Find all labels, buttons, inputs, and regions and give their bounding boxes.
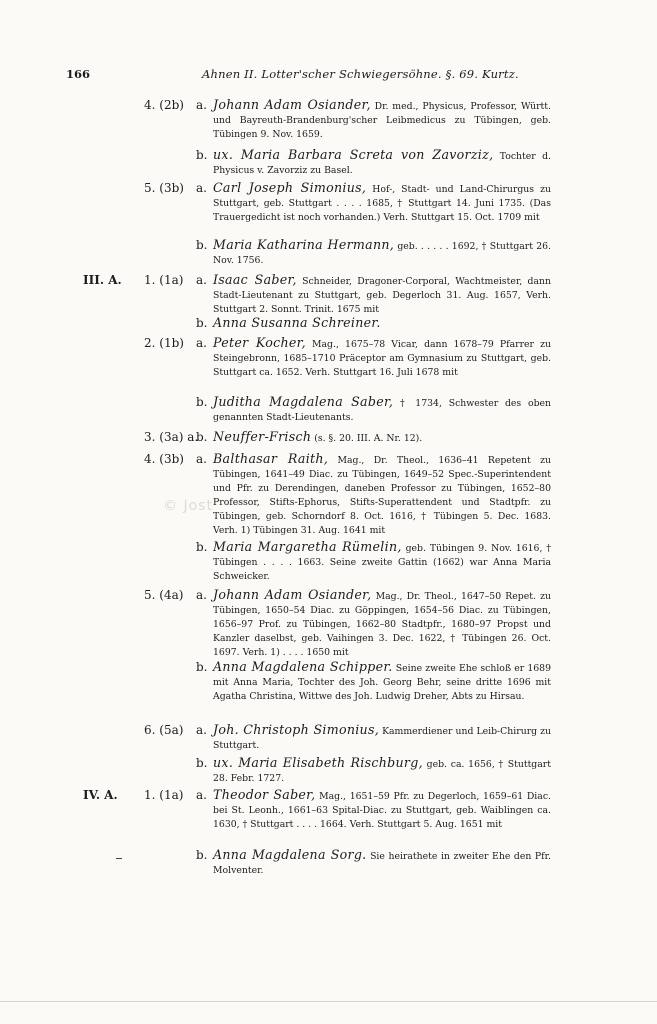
entry-text: [213, 148, 551, 178]
person-details: Mag., Dr. Theol., 1647–50 Repet. zu Tübingen, 1650–54 Diac. zu Göppingen, 1654–56 Diac. zu Tübingen, 1656–97 Prof. zu Tübingen, 1662–80 Stadtpfr., 1680–97 Propst und Kanzler daselbst, geb. Vaihingen 3. Dec. 1622, † Tübingen 26. Oct. 1697. Verh. 1) . . . . 1650 mit: [213, 591, 551, 658]
person-name: Peter Kocher,: [213, 335, 306, 350]
person-details: † 1734, Schwester des oben genannten Stadt-Lieutenants.: [213, 398, 552, 423]
entry-letter: b.: [196, 660, 208, 674]
entry-number: 5. (4a): [144, 588, 184, 602]
page-number: 166: [66, 67, 91, 81]
entry-letter: b.: [196, 316, 208, 330]
generation-label: III. A.: [83, 273, 122, 287]
entry-letter: b.: [196, 148, 208, 162]
person-details: Mag., 1675–78 Vicar, dann 1678–79 Pfarrer zu Steingebronn, 1685–1710 Präceptor am Gymnasium zu Stuttgart, geb. Stuttgart ca. 1652. Verh. Stuttgart 16. Juli 1678 mit: [213, 339, 551, 378]
entry-text: [213, 98, 551, 142]
person-name: Juditha Magdalena Saber,: [213, 394, 394, 409]
entry-letter: a.: [196, 723, 207, 737]
entry-number: 1. (1a): [144, 273, 184, 287]
person-details: Schneider, Dragoner-Corporal, Wachtmeister, dann Stadt-Lieutenant zu Stuttgart, geb. Degerloch 31. Aug. 1657, Verh. Stuttgart 2. Sonnt. Trinit. 1675 mit: [213, 276, 551, 315]
person-details: (s. §. 20. III. A. Nr. 12).: [314, 433, 423, 444]
entry-text: [213, 238, 551, 268]
entry-letter: a.: [196, 98, 207, 112]
person-name: Isaac Saber,: [213, 272, 297, 287]
entry-letter: a.: [196, 336, 207, 350]
entry-text: [213, 273, 551, 317]
entry-number: 1. (1a): [144, 788, 184, 802]
entry-number: 4. (2b): [144, 98, 184, 112]
person-name: Maria Margaretha Rümelin,: [213, 539, 402, 554]
person-details: geb. . . . . . 1692, † Stuttgart 26. Nov. 1756.: [213, 241, 551, 266]
person-name: Anna Magdalena Schipper.: [213, 659, 393, 674]
entry-letter: a.: [196, 273, 207, 287]
entry-letter: a.: [196, 788, 207, 802]
entry-letter: b.: [196, 848, 208, 862]
person-details: Mag., 1651–59 Pfr. zu Degerloch, 1659–61 Diac. bei St. Leonh., 1661–63 Spital-Diac. zu Stuttgart, geb. Waiblingen ca. 1630, † Stuttgart . . . . 1664. Verh. Stuttgart 5. Aug. 1651 mit: [213, 791, 551, 830]
entry-number: 5. (3b): [144, 181, 184, 195]
entry-text: [213, 430, 551, 446]
entry-text: [213, 756, 551, 786]
entry-number: 6. (5a): [144, 723, 184, 737]
entry-text: [213, 788, 551, 832]
person-name: Carl Joseph Simonius,: [213, 180, 367, 195]
watermark: © Jost: [163, 498, 213, 514]
entry-letter: b.: [196, 430, 208, 444]
person-name: Anna Susanna Schreiner.: [213, 315, 381, 330]
person-details: Hof-, Stadt- und Land-Chirurgus zu Stuttgart, geb. Stuttgart . . . . 1685, † Stuttgart 14. Juni 1735. (Das Trauergedicht ist noch vorhanden.) Verh. Stuttgart 15. Oct. 1709 mit: [213, 184, 551, 223]
entry-text: [213, 452, 551, 538]
entry-letter: b.: [196, 238, 208, 252]
person-name: Theodor Saber,: [213, 787, 316, 802]
entry-text: [213, 660, 551, 704]
person-name: Balthasar Raith,: [213, 451, 329, 466]
page-edge-line: [0, 1001, 657, 1002]
person-name: Joh. Christoph Simonius,: [213, 722, 380, 737]
entry-text: [213, 316, 551, 332]
entry-letter: b.: [196, 395, 208, 409]
person-details: Tochter d. Physicus v. Zavorziz zu Basel.: [213, 151, 551, 176]
person-name: Maria Katharina Hermann,: [213, 237, 395, 252]
generation-label: IV. A.: [83, 788, 118, 802]
margin-mark: [116, 858, 122, 859]
entry-number: 3. (3a) a.: [144, 430, 199, 444]
person-details: geb. Tübingen 9. Nov. 1616, † Tübingen . . . . 1663. Seine zweite Gattin (1662) war Anna Maria Schweicker.: [213, 543, 551, 582]
person-details: Mag., Dr. Theol., 1636–41 Repetent zu Tübingen, 1641–49 Diac. zu Tübingen, 1649–52 Spec.-Superintendent und Pfr. zu Derendingen, daneben Professor zu Tübingen, 1652–80 Professor, Stifts-Ephorus, Stifts-Superattendent und Stadtpfr. zu Tübingen, geb. Schorndorf 8. Oct. 1616, † Tübingen 5. Dec. 1683. Verh. 1) Tübingen 31. Aug. 1641 mit: [213, 455, 551, 536]
entry-letter: b.: [196, 756, 208, 770]
person-name: Neuffer-Frisch: [213, 429, 312, 444]
person-name: ux. Maria Elisabeth Rischburg,: [213, 755, 423, 770]
running-title: Ahnen II. Lotter'scher Schwiegersöhne. §. 69. Kurtz.: [202, 67, 519, 81]
person-details: Kammerdiener und Leib-Chirurg zu Stuttgart.: [213, 726, 551, 751]
entry-letter: b.: [196, 540, 208, 554]
entry-letter: a.: [196, 588, 207, 602]
entry-letter: a.: [196, 181, 207, 195]
entry-text: [213, 336, 551, 380]
person-name: ux. Maria Barbara Screta von Zavorziz,: [213, 147, 494, 162]
entry-text: [213, 588, 551, 660]
entry-text: [213, 181, 551, 225]
person-name: Johann Adam Osiander,: [213, 97, 371, 112]
entry-text: [213, 395, 551, 425]
person-name: Johann Adam Osiander,: [213, 587, 372, 602]
entry-letter: a.: [196, 452, 207, 466]
person-details: Dr. med., Physicus, Professor, Württ. und Bayreuth-Brandenburg'scher Leibmedicus zu Tübingen, geb. Tübingen 9. Nov. 1659.: [213, 101, 551, 140]
entry-number: 4. (3b): [144, 452, 184, 466]
person-details: geb. ca. 1656, † Stuttgart 28. Febr. 1727.: [213, 759, 551, 784]
person-details: Seine zweite Ehe schloß er 1689 mit Anna Maria, Tochter des Joh. Georg Behr, seine dritte 1696 mit Agatha Christina, Wittwe des Joh. Ludwig Dreher, Abts zu Hirsau.: [213, 663, 552, 702]
entry-text: [213, 848, 551, 878]
entry-number: 2. (1b): [144, 336, 184, 350]
entry-text: [213, 723, 551, 753]
person-details: Sie heirathete in zweiter Ehe den Pfr. Molventer.: [213, 851, 551, 876]
page-header: [0, 67, 657, 83]
person-name: Anna Magdalena Sorg.: [213, 847, 367, 862]
entry-text: [213, 540, 551, 584]
